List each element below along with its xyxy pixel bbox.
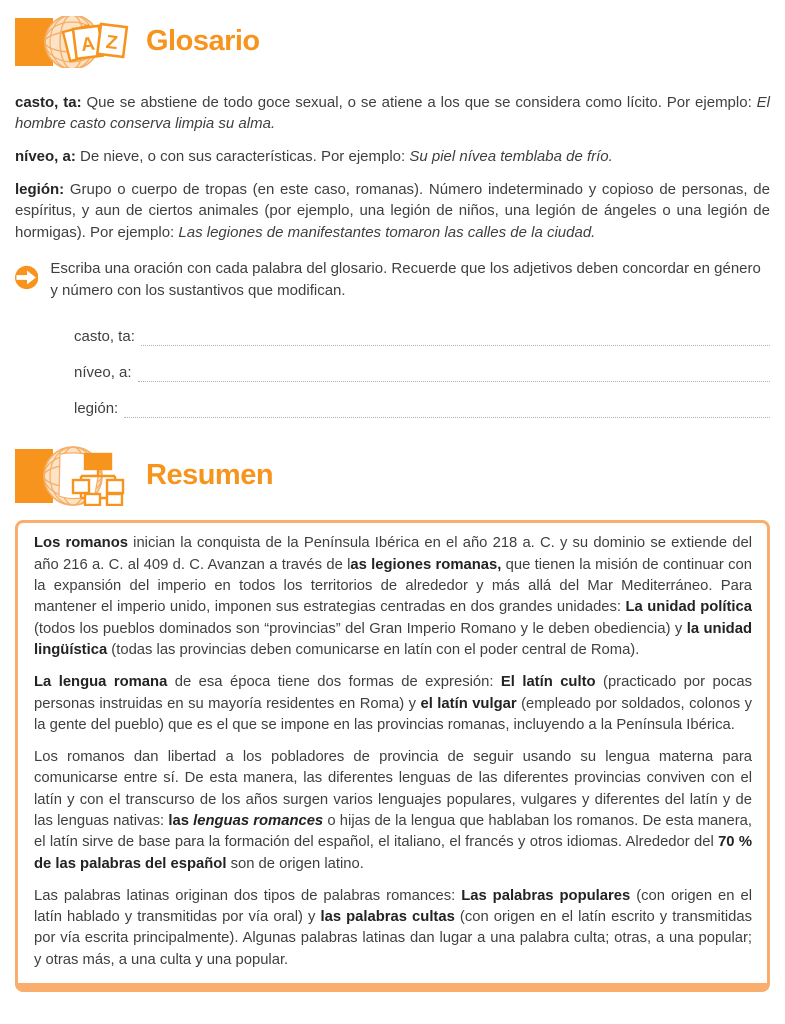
answer-line-input-legion[interactable] bbox=[124, 399, 770, 418]
svg-text:A: A bbox=[79, 33, 97, 56]
glosario-header bbox=[15, 6, 770, 78]
resumen-section bbox=[15, 440, 770, 992]
arrow-circle-icon bbox=[15, 261, 38, 294]
activity-text: Escriba una oración con cada palabra del glosario. Recuerde que los adjetivos deben concordar en género y número con los sustantivos que modifican. bbox=[50, 260, 761, 299]
answer-line-input-casto[interactable] bbox=[141, 327, 770, 346]
glosario-title: Glosario bbox=[146, 25, 260, 58]
glossary-entry bbox=[15, 92, 770, 135]
answer-label: casto, ta: bbox=[74, 327, 135, 345]
glossary-entry bbox=[15, 146, 770, 168]
entry-term: casto, ta: bbox=[15, 93, 82, 111]
glosario-section bbox=[15, 6, 770, 418]
answer-label: níveo, a: bbox=[74, 363, 132, 381]
entry-term: legión: bbox=[15, 180, 65, 198]
resumen-paragraph: Los romanos inician la conquista de la Península Ibérica en el año 218 a. C. y su dominio se extiende del año 216 a. C. al 409 d. C. Avanzan a través de las legiones romanas, que tienen la misión de continuar con la expansión del imperio en todos los territorios de alrededor y más allá del Mar Mediterráneo. Para mantener el imperio unido, imponen sus estrategias centradas en dos grandes unidades: La unidad política (todos los pueblos dominados son “provincias” del Gran Imperio Romano y le deben obediencia) y la unidad lingüística (todas las provincias deben comunicarse en latín con el poder central de Roma). bbox=[34, 535, 752, 658]
entry-definition: De nieve, o con sus características. Por ejemplo: Su piel nívea temblaba de frío. bbox=[75, 148, 613, 166]
answer-row bbox=[74, 396, 770, 418]
entry-term: níveo, a: bbox=[15, 148, 76, 166]
answer-label: legión: bbox=[74, 399, 119, 417]
answer-row bbox=[74, 360, 770, 382]
resumen-header bbox=[15, 440, 770, 512]
entry-definition: Grupo o cuerpo de tropas (en este caso, romanas). Número indeterminado y copioso de personas, de espíritus, y aun de ciertos animales (por ejemplo, una legión de niños, una legión de ángeles o una legión de hormigas). Por ejemplo: Las legiones de manifestantes tomaron las calles de la ciudad. bbox=[15, 180, 770, 241]
answer-row bbox=[74, 324, 770, 346]
entry-definition: Que se abstiene de todo goce sexual, o se atiene a los que se considera como lícito. Por ejemplo: El hombre casto conserva limpia su alma. bbox=[15, 93, 770, 133]
resumen-paragraph: La lengua romana de esa época tiene dos formas de expresión: El latín culto (practicado por pocas personas instruidas en su mayoría residentes en Roma) y el latín vulgar (empleado por soldados, colonos y la gente del pueblo) que es el que se impone en las provincias romanas, incluyendo a la Península Ibérica. bbox=[34, 674, 753, 733]
resumen-title: Resumen bbox=[146, 459, 274, 492]
answer-lines bbox=[74, 324, 770, 418]
glossary-entry bbox=[15, 179, 770, 244]
resumen-paragraph: Las palabras latinas originan dos tipos de palabras romances: Las palabras populares (con origen en el latín hablado y transmitidas por vía oral) y las palabras cultas (con origen en el latín escrito y transmitidas por vía escrita principalmente). Algunas palabras latinas dan lugar a una palabra culta; otras, a una popular; y otras más, a una culta y una popular. bbox=[34, 887, 752, 968]
svg-text:Z: Z bbox=[104, 31, 119, 55]
answer-line-input-niveo[interactable] bbox=[138, 363, 770, 382]
resumen-paragraph: Los romanos dan libertad a los pobladores de provincia de seguir usando su lengua materna para comunicarse entre sí. De esta manera, las diferentes lenguas de las diferentes provincias conviven con el latín y con el transcurso de los años surgen varios lenguajes populares, vulgares y diferentes del latín y de las lenguas nativas: las lenguas romances o hijas de la lengua que hablaban los romanos. De esta manera, el latín sirve de base para la formación del español, el italiano, el francés y otros idiomas. Alrededor del 70 % de las palabras del español son de origen latino. bbox=[34, 749, 753, 872]
resumen-box bbox=[15, 520, 770, 992]
activity-instruction bbox=[15, 258, 770, 301]
az-globe-icon bbox=[15, 16, 133, 68]
orgchart-globe-icon bbox=[15, 446, 133, 506]
glossary-entries bbox=[15, 92, 770, 244]
